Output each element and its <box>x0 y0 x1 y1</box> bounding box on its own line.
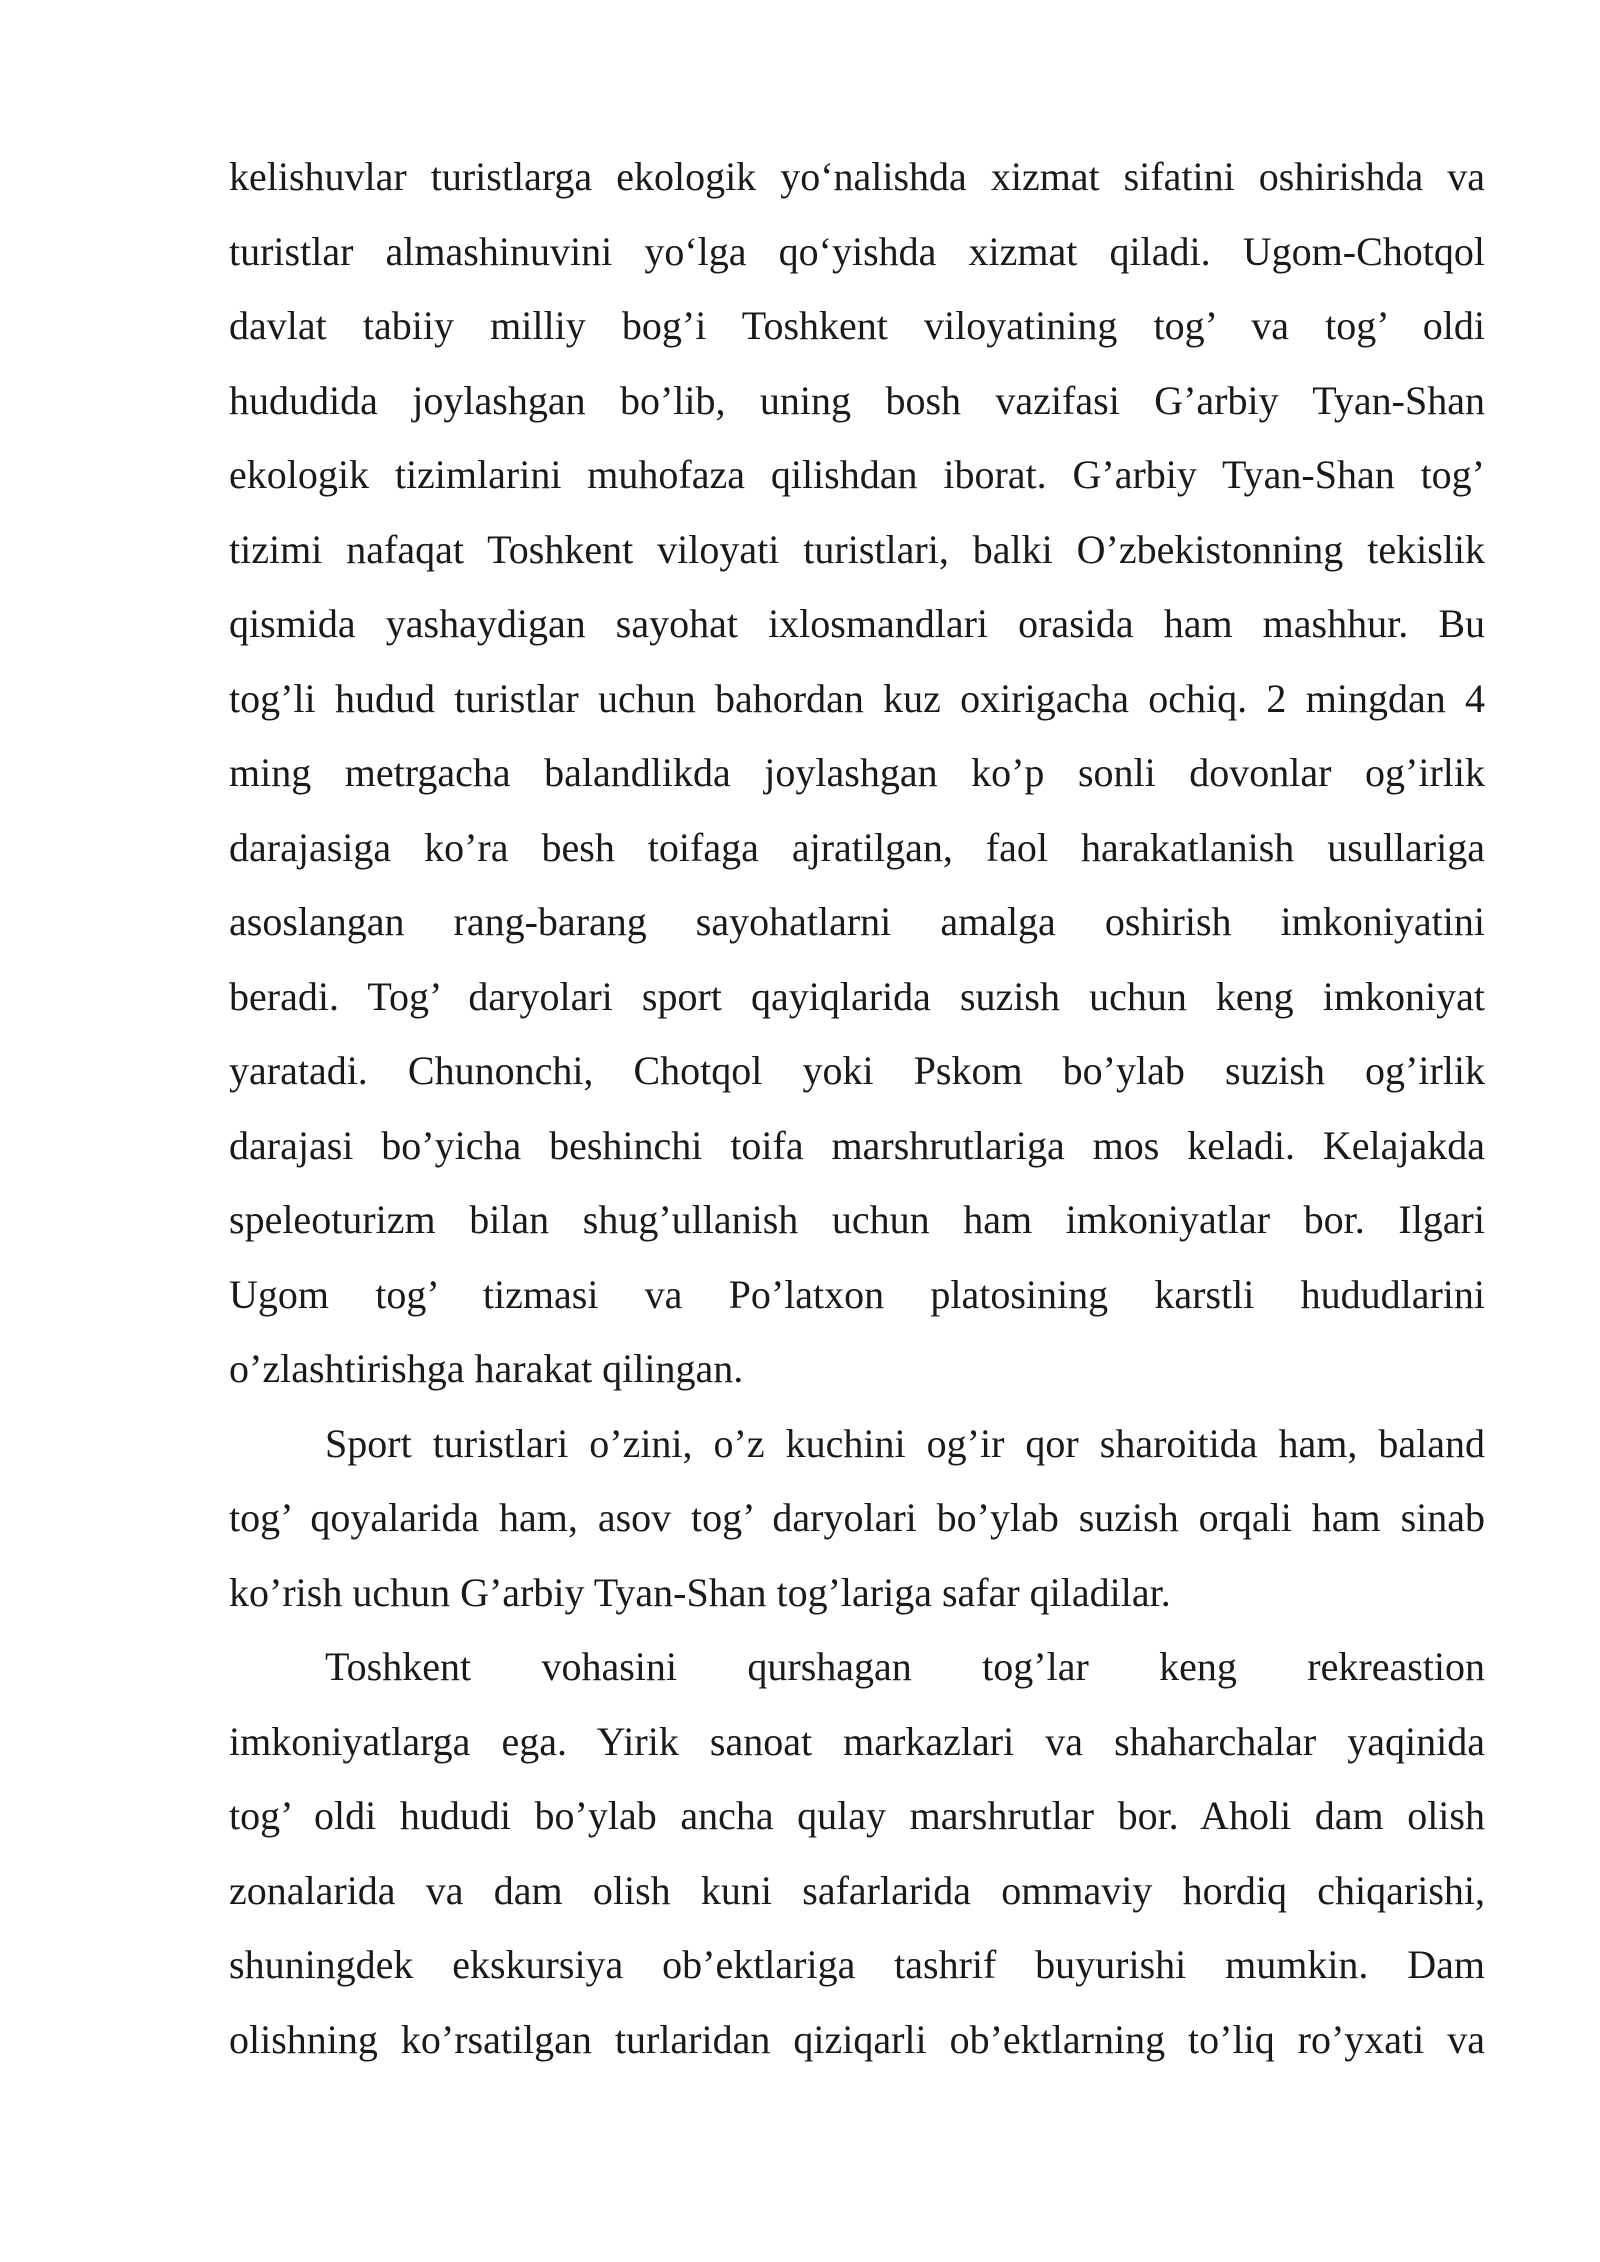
text-line: Ugom tog’ tizmasi va Po’latxon platosining karstli hududlarini <box>229 1271 1485 1317</box>
text-line: qismida yashaydigan sayohat ixlosmandlari orasida ham mashhur. Bu <box>229 601 1485 646</box>
text-line: hududida joylashgan bo’lib, uning bosh vazifasi G’arbiy Tyan-Shan <box>229 377 1485 423</box>
paragraph <box>229 1407 1485 1631</box>
text-line: kelishuvlar turistlarga ekologik yo‘nalishda xizmat sifatini oshirishda va <box>229 154 1485 199</box>
text-line: darajasiga ko’ra besh toifaga ajratilgan, faol harakatlanish usullariga <box>229 824 1485 870</box>
text-line: shuningdek ekskursiya ob’ektlariga tashrif buyurishi mumkin. Dam <box>229 1942 1485 1987</box>
text-line: tog’li hudud turistlar uchun bahordan kuz oxirigacha ochiq. 2 mingdan 4 <box>229 675 1485 721</box>
text-line: imkoniyatlarga ega. Yirik sanoat markazlari va shaharchalar yaqinida <box>229 1718 1485 1764</box>
text-line: ming metrgacha balandlikda joylashgan ko’p sonli dovonlar og’irlik <box>229 750 1485 795</box>
text-line: beradi. Tog’ daryolari sport qayiqlarida suzish uchun keng imkoniyat <box>229 973 1485 1019</box>
text-line: Toshkent vohasini qurshagan tog’lar keng rekreastion <box>325 1644 1485 1689</box>
text-line: o’zlashtirishga harakat qilingan. <box>229 1346 744 1391</box>
text-line: olishning ko’rsatilgan turlaridan qiziqarli ob’ektlarning to’liq ro’yxati va <box>229 2016 1485 2062</box>
text-line: turistlar almashinuvini yo‘lga qo‘yishda xizmat qiladi. Ugom-Chotqol <box>229 228 1485 274</box>
body-text <box>229 140 1485 2077</box>
text-line: darajasi bo’yicha beshinchi toifa marshrutlariga mos keladi. Kelajakda <box>229 1122 1485 1168</box>
paragraph <box>229 140 1485 1407</box>
text-line: speleoturizm bilan shug’ullanish uchun ham imkoniyatlar bor. Ilgari <box>229 1197 1485 1242</box>
text-line: asoslangan rang-barang sayohatlarni amalga oshirish imkoniyatini <box>229 899 1485 944</box>
text-line: davlat tabiiy milliy bog’i Toshkent viloyatining tog’ va tog’ oldi <box>229 303 1485 348</box>
paragraph <box>229 1630 1485 2077</box>
text-line: tog’ oldi hududi bo’ylab ancha qulay marshrutlar bor. Aholi dam olish <box>229 1793 1485 1838</box>
text-line: zonalarida va dam olish kuni safarlarida ommaviy hordiq chiqarishi, <box>229 1867 1485 1913</box>
text-line: Sport turistlari o’zini, o’z kuchini og’ir qor sharoitida ham, baland <box>325 1420 1485 1466</box>
text-line: ekologik tizimlarini muhofaza qilishdan iborat. G’arbiy Tyan-Shan tog’ <box>229 452 1485 497</box>
text-line: tizimi nafaqat Toshkent viloyati turistlari, balki O’zbekistonning tekislik <box>229 526 1485 572</box>
text-line: ko’rish uchun G’arbiy Tyan-Shan tog’lariga safar qiladilar. <box>229 1569 1171 1615</box>
text-line: tog’ qoyalarida ham, asov tog’ daryolari bo’ylab suzish orqali ham sinab <box>229 1495 1485 1540</box>
text-line: yaratadi. Chunonchi, Chotqol yoki Pskom bo’ylab suzish og’irlik <box>229 1048 1485 1093</box>
